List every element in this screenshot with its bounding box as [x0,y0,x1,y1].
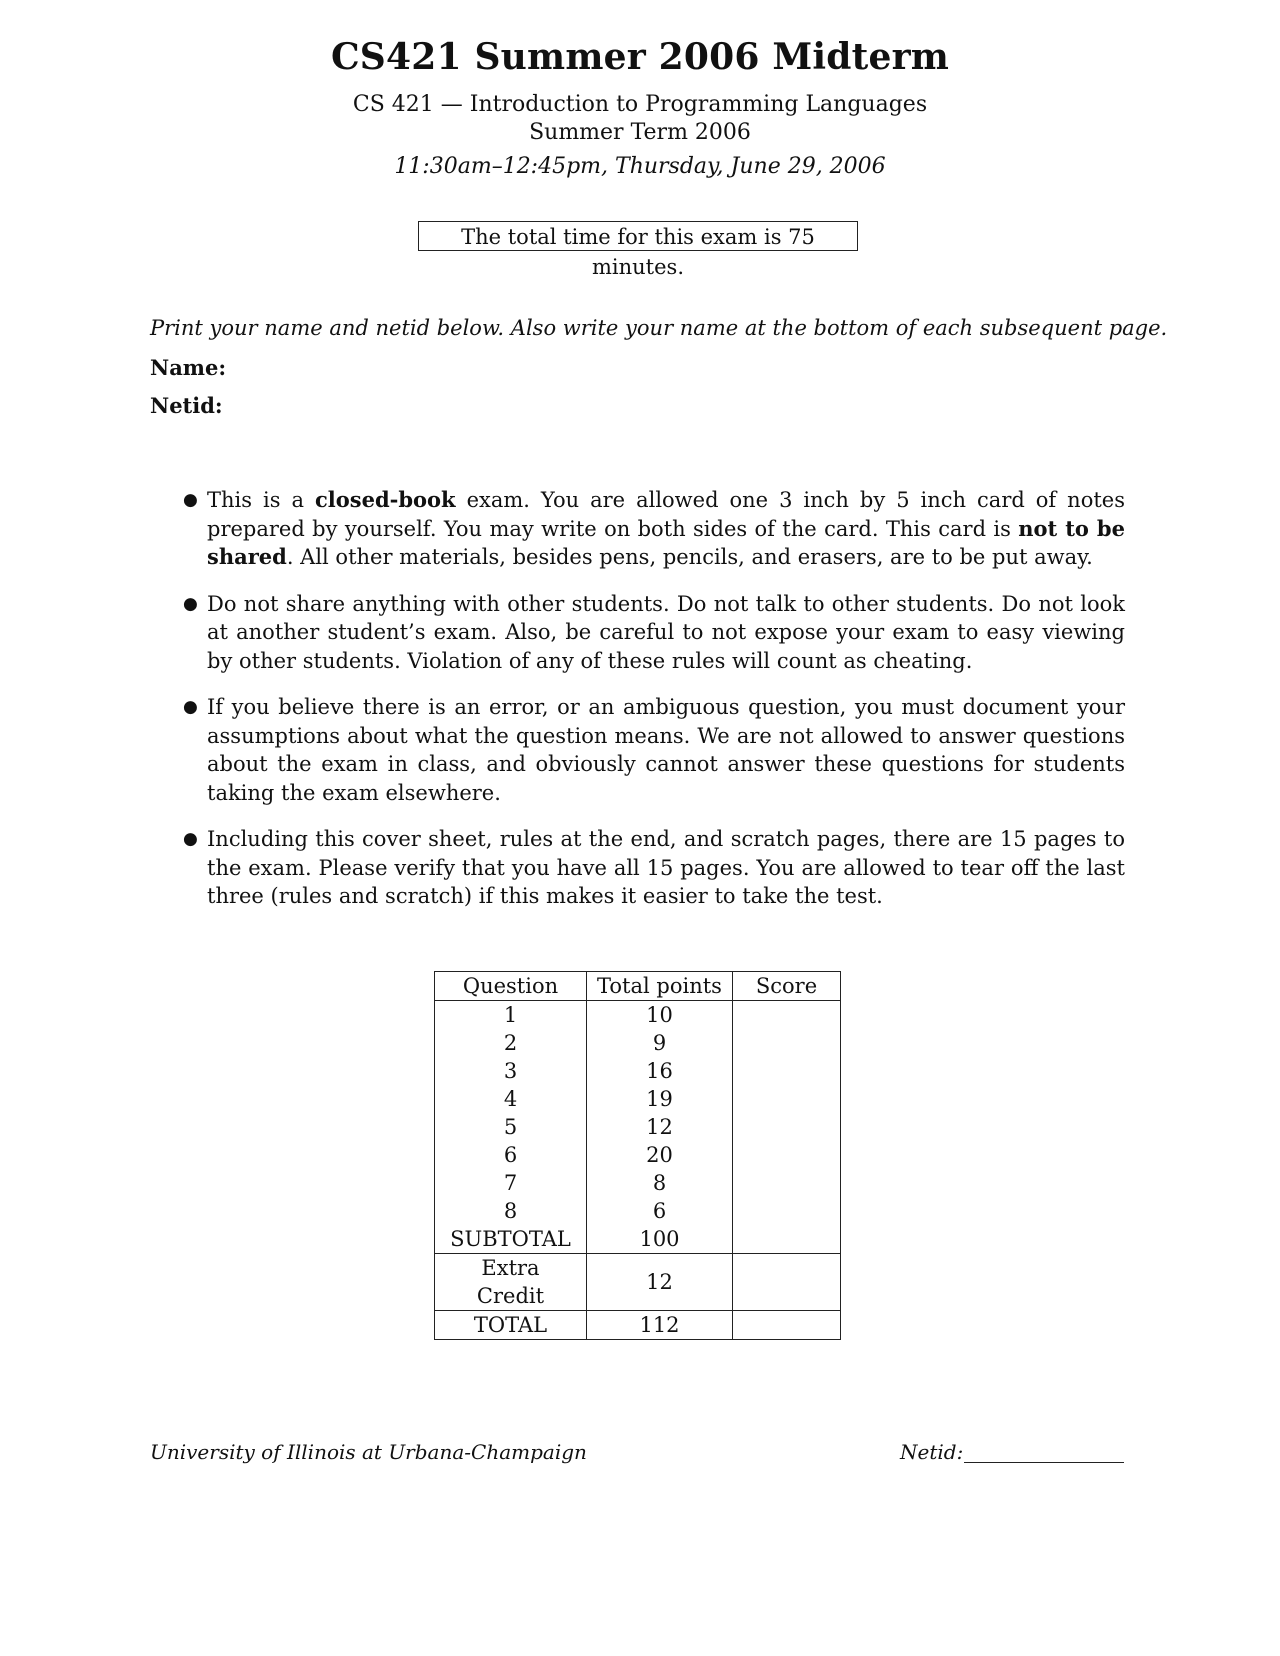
course-name: CS 421 — Introduction to Programming Languages [352,92,928,117]
question-cell: TOTAL [435,1311,587,1340]
question-cell: 8 [435,1197,587,1225]
score-cell[interactable] [733,1311,841,1340]
points-cell: 9 [587,1029,733,1057]
identification-instruction: Print your name and netid below. Also write your name at the bottom of each subsequent page. [150,316,1168,340]
question-cell: 7 [435,1169,587,1197]
points-cell: 12 [587,1254,733,1311]
total-points-column-header: Total points [587,972,733,1001]
points-cell: 112 [587,1311,733,1340]
rule-text: Including this cover sheet, rules at the end, and scratch pages, there are 15 pages to the exam. Please verify that you have all 15 pages. You are allowed to tear off the last three (rules and scratch) if this makes it easier to take the test. [207,827,1125,908]
points-cell: 10 [587,1001,733,1030]
score-cell[interactable] [733,1057,841,1085]
question-cell: Extra Credit [435,1254,587,1311]
score-cell[interactable] [733,1254,841,1311]
bullet-icon: ● [183,697,198,717]
rule-text: This is a [207,488,315,512]
score-cell[interactable] [733,1085,841,1113]
rule-emphasis-text: closed-book [314,487,456,512]
score-table-header-row [435,972,841,1001]
exam-rules-list [180,486,1125,929]
question-cell: 1 [435,1001,587,1030]
bullet-icon: ● [183,829,198,849]
rule-item [180,693,1125,807]
exam-title: CS421 Summer 2006 Midterm [330,36,950,78]
score-cell[interactable] [733,1029,841,1057]
question-cell: 3 [435,1057,587,1085]
question-column-header: Question [435,972,587,1001]
question-cell: 6 [435,1141,587,1169]
rule-item [180,486,1125,572]
rule-text: . All other materials, besides pens, pencils, and erasers, are to be put away. [286,545,1093,569]
table-row [435,1311,841,1340]
table-row [435,1225,841,1254]
question-cell: SUBTOTAL [435,1225,587,1254]
score-column-header: Score [733,972,841,1001]
term: Summer Term 2006 [529,120,751,145]
points-cell: 20 [587,1141,733,1169]
rule-item [180,825,1125,911]
rule-text: exam. You are allowed one 3 inch by 5 inch card of notes prepared by yourself. You may write on both sides of the card. This card is [207,488,1125,541]
rule-text: If you believe there is an error, or an ambiguous question, you must document your assumptions about what the question means. We are not allowed to answer questions about the exam in class, and obviously cannot answer these questions for students taking the exam elsewhere. [207,695,1125,805]
points-cell: 16 [587,1057,733,1085]
table-row [435,1141,841,1169]
score-table [434,971,841,1340]
table-row [435,1029,841,1057]
score-cell[interactable] [733,1141,841,1169]
exam-datetime: 11:30am–12:45pm, Thursday, June 29, 2006 [394,154,886,179]
rule-item [180,590,1125,676]
points-cell: 8 [587,1169,733,1197]
question-cell: 4 [435,1085,587,1113]
name-label: Name: [150,355,227,380]
points-cell: 12 [587,1113,733,1141]
table-row [435,1169,841,1197]
table-row [435,1057,841,1085]
score-cell[interactable] [733,1001,841,1030]
points-cell: 19 [587,1085,733,1113]
table-row [435,1113,841,1141]
table-row [435,1085,841,1113]
question-cell: 5 [435,1113,587,1141]
question-cell: 2 [435,1029,587,1057]
table-row [435,1001,841,1030]
points-cell: 100 [587,1225,733,1254]
bullet-icon: ● [183,490,198,510]
rule-emphasis-text: not to be shared [207,515,1125,569]
rule-text: Do not share anything with other students. Do not talk to other students. Do not look at another student’s exam. Also, be careful to not expose your exam to easy viewing by other students. Violation of any of these rules will count as cheating. [207,591,1125,673]
score-cell[interactable] [733,1169,841,1197]
footer-netid-blank-line[interactable] [964,1462,1124,1463]
score-cell[interactable] [733,1197,841,1225]
netid-label: Netid: [150,393,223,418]
score-cell[interactable] [733,1113,841,1141]
bullet-icon: ● [183,593,198,614]
table-row [435,1254,841,1311]
time-notice-box: The total time for this exam is 75 minutes. [418,221,858,251]
table-row [435,1197,841,1225]
footer-institution: University of Illinois at Urbana-Champaign [150,1440,587,1464]
score-cell[interactable] [733,1225,841,1254]
points-cell: 6 [587,1197,733,1225]
footer-netid-label: Netid: [900,1440,964,1464]
